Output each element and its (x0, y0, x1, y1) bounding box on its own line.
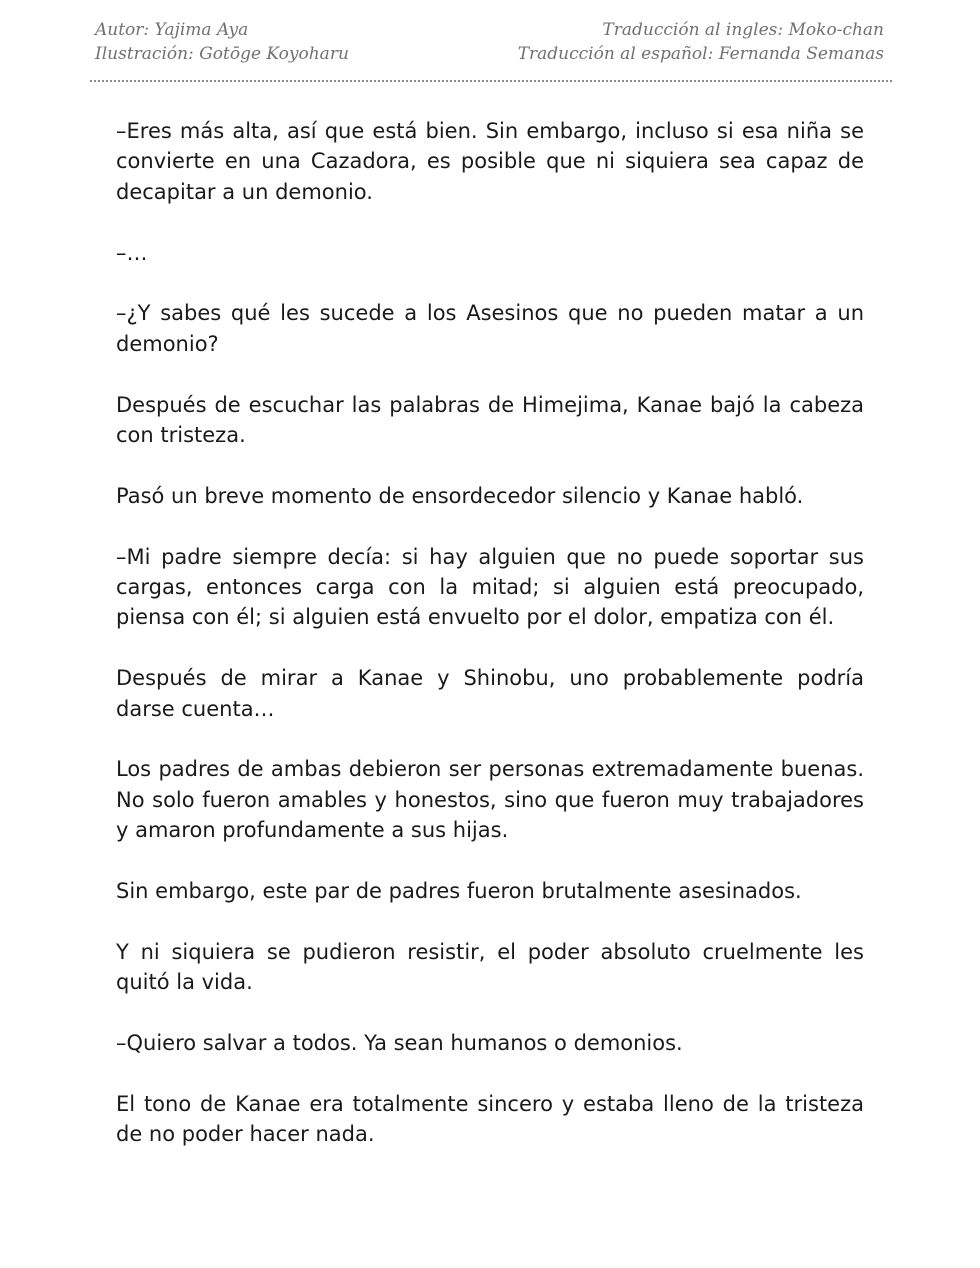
paragraph: Y ni siquiera se pudieron resistir, el poder absoluto cruelmente les quitó la vida. (116, 939, 864, 995)
paragraph: –Eres más alta, así que está bien. Sin embargo, incluso si esa niña se convierte en una Cazadora, es posible que ni siquiera sea capaz de decapitar a un demonio. (116, 119, 864, 204)
header-divider (90, 80, 892, 82)
paragraph: Los padres de ambas debieron ser personas extremadamente buenas. No solo fueron amables y honestos, sino que fueron muy trabajadores y amaron profundamente a sus hijas. (116, 757, 864, 843)
page-header (95, 18, 884, 68)
paragraph: –¿Y sabes qué les sucede a los Asesinos que no pueden matar a un demonio? (116, 301, 864, 356)
paragraph: –Mi padre siempre decía: si hay alguien que no puede soportar sus cargas, entonces carga con la mitad; si alguien está preocupado, piensa con él; si alguien está envuelto por el dolor, empatiza con él. (116, 544, 864, 630)
paragraph: El tono de Kanae era totalmente sincero y estaba lleno de la tristeza de no poder hacer nada. (116, 1091, 864, 1147)
paragraph: Sin embargo, este par de padres fueron brutalmente asesinados. (116, 879, 802, 904)
english-translation-credit: Traducción al ingles: Moko-chan (602, 20, 884, 40)
illustration-credit: Ilustración: Gotōge Koyoharu (95, 44, 349, 64)
header-credits-right (518, 18, 884, 66)
paragraph: –… (116, 240, 148, 265)
header-credits-left (95, 18, 349, 66)
author-credit: Autor: Yajima Aya (95, 20, 249, 40)
page-body (116, 116, 864, 1180)
paragraph: Después de mirar a Kanae y Shinobu, uno probablemente podría darse cuenta… (116, 666, 864, 721)
spanish-translation-credit: Traducción al español: Fernanda Semanas (517, 44, 884, 64)
paragraph: Después de escuchar las palabras de Himejima, Kanae bajó la cabeza con tristeza. (116, 392, 864, 448)
paragraph: –Quiero salvar a todos. Ya sean humanos o demonios. (116, 1031, 683, 1056)
paragraph: Pasó un breve momento de ensordecedor silencio y Kanae habló. (116, 483, 804, 508)
